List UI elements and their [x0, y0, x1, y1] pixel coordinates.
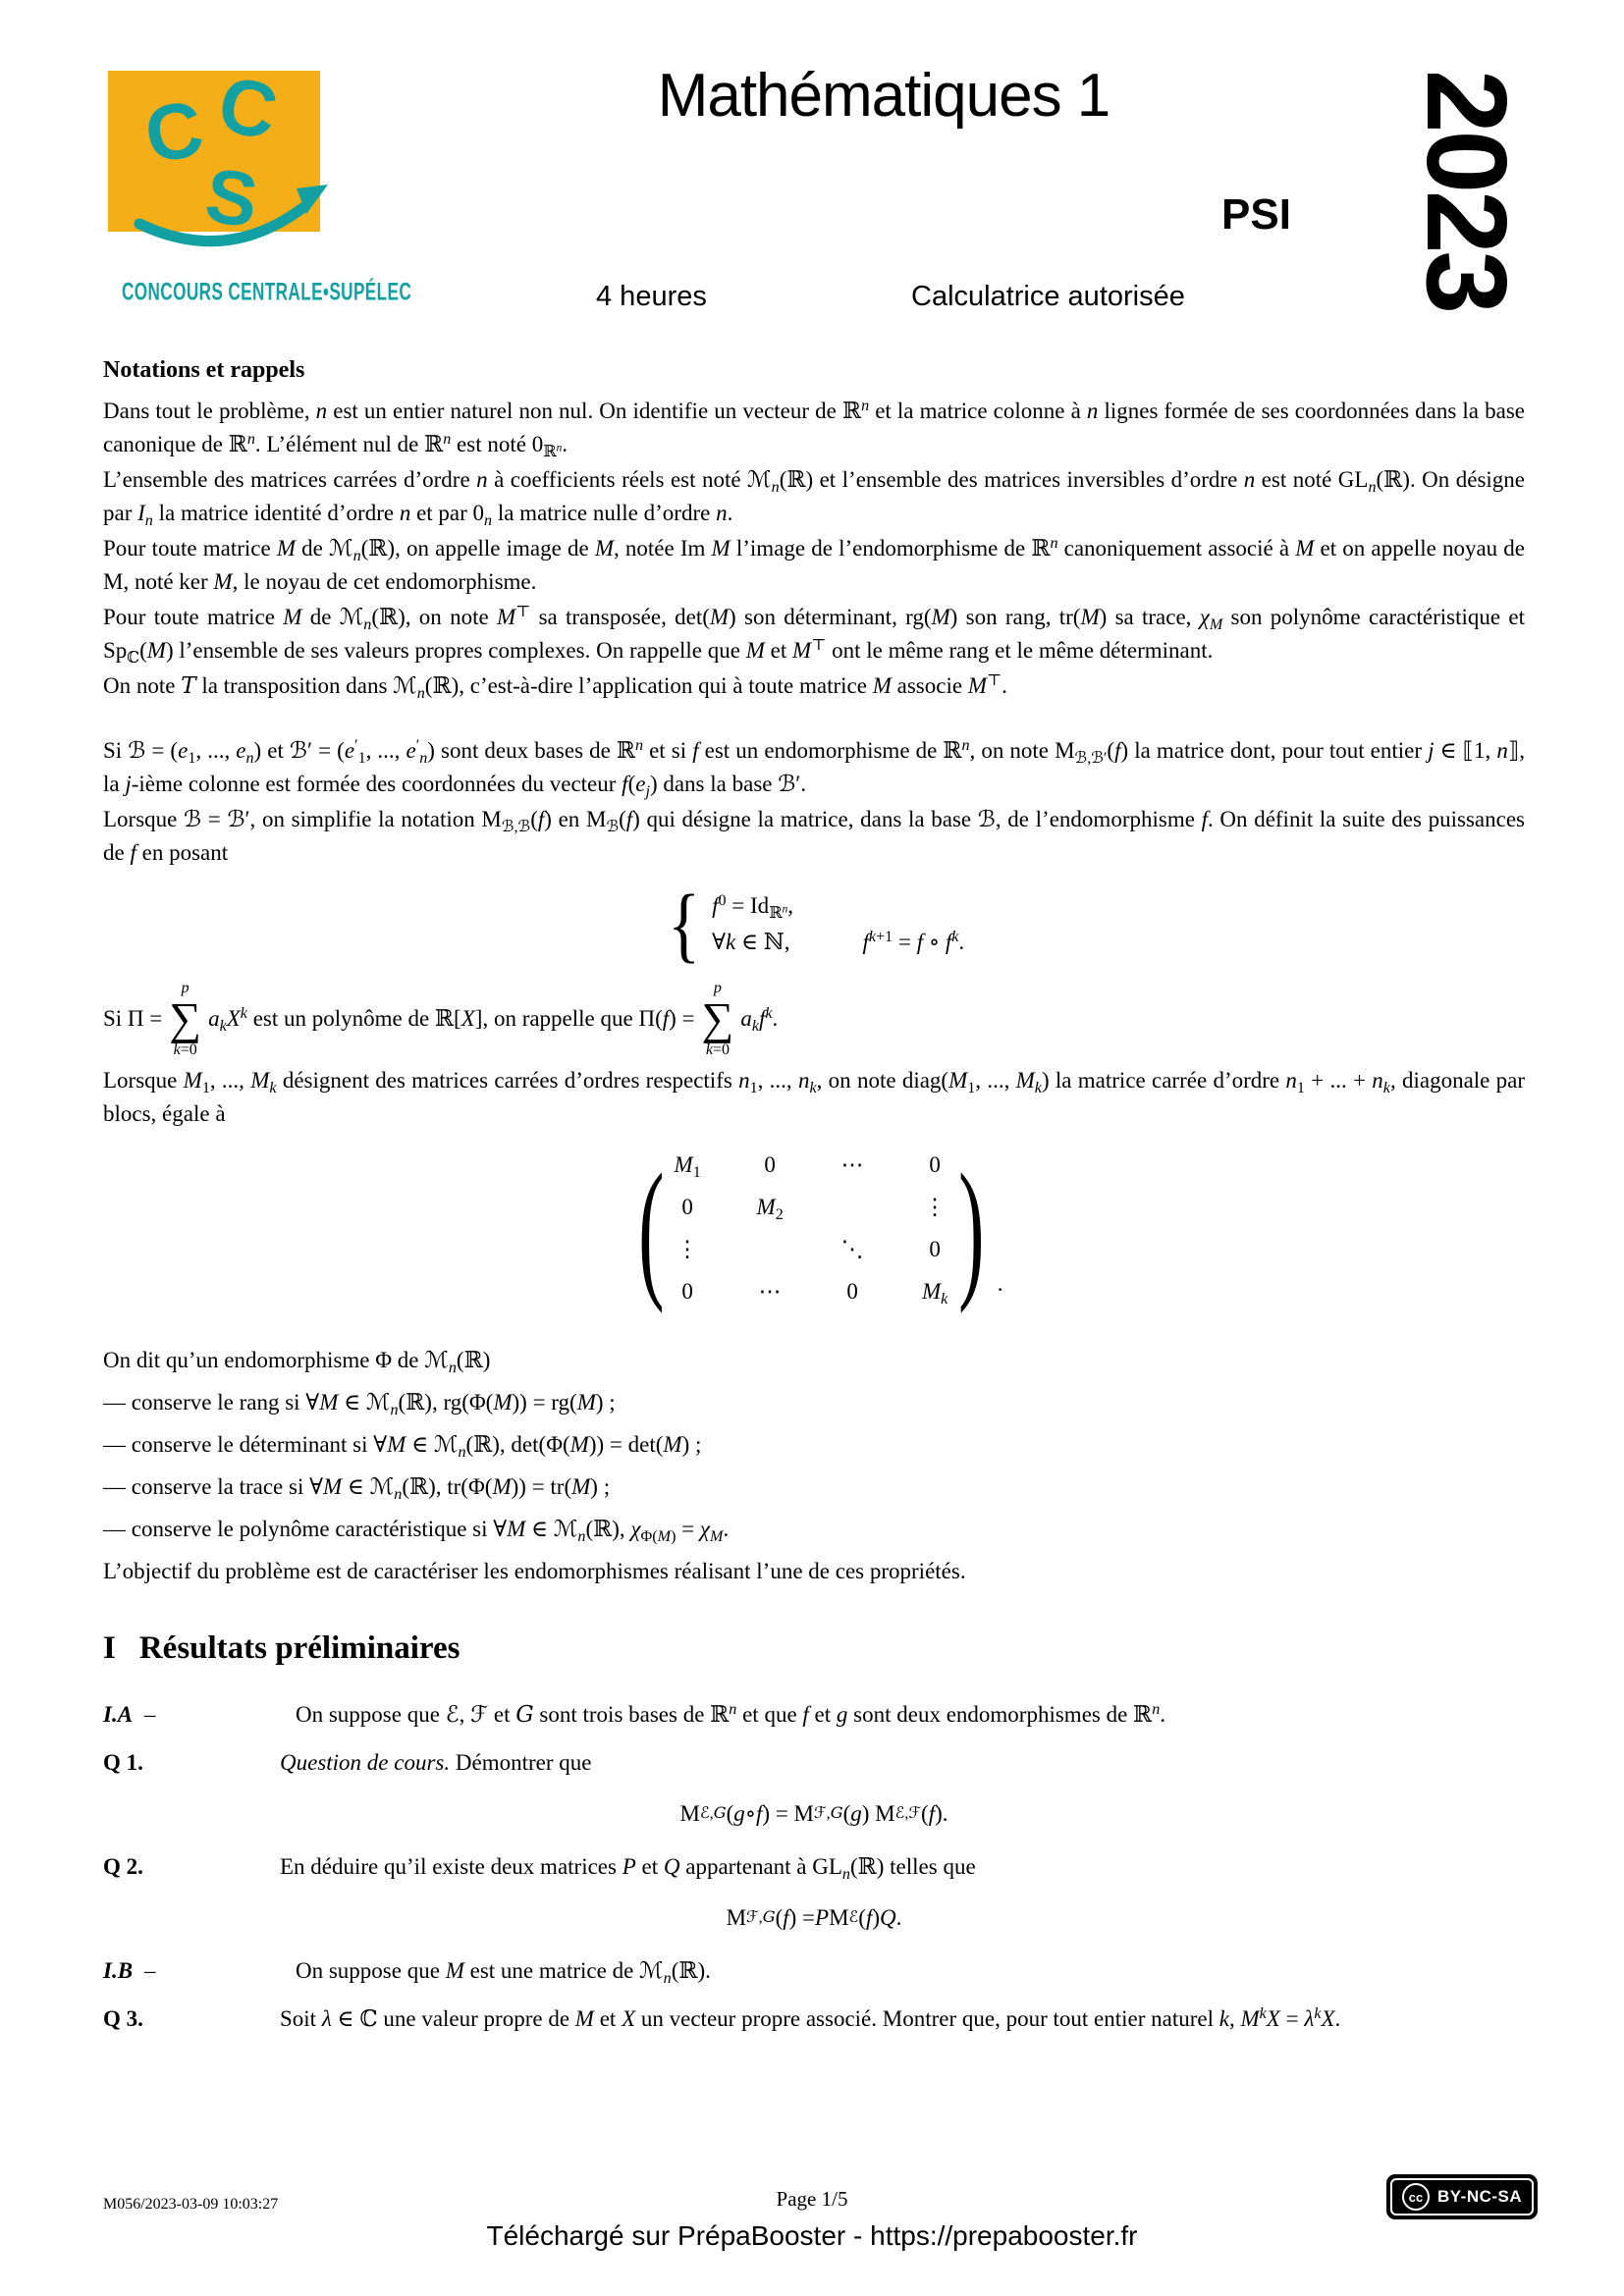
matrix-cell: ⋯	[840, 1152, 864, 1177]
notation-paragraph-6: Si ℬ = ($e_1$, ..., $e_n$) et ℬ′ = ($e'_1$, ..., $e'_n$) sont deux bases de ℝ$^n$ et si f est un endomorphisme de ℝ$^n$, on note $M_{ℬ,ℬ'}(f)$ la matrice dont, pour tout entier j ∈ ⟦1, n⟧, la j-ième colonne est formée des coordonnées du vecteur $f(e_j)$ dans la base ℬ′.	[103, 736, 1525, 800]
track-label: PSI	[1221, 190, 1291, 239]
matrix-cell: ⋯	[758, 1279, 782, 1304]
centrale-supelec-logo	[104, 39, 352, 253]
brand-name: CONCOURS CENTRALE•SUPÉLEC	[122, 278, 412, 305]
question-2-equation: M ℱ,G ( f ) = P M ℰ ( f ) Q .	[726, 1904, 902, 1930]
subsection-ib-text: On suppose que M est une matrice de ℳ$_n$(ℝ).	[296, 1957, 711, 1987]
subsection-ib	[103, 1954, 1525, 1988]
exam-title: Mathématiques 1	[657, 62, 1110, 130]
cc-icon: cc	[1402, 2183, 1430, 2211]
powers-definition-equation	[103, 877, 1525, 971]
matrix-cell: $M_1$	[674, 1152, 701, 1181]
property-item-determinant: — conserve le déterminant si ∀M ∈ ℳ$_n$(ℝ), det(Φ(M)) = det(M) ;	[103, 1432, 702, 1461]
duration-label: 4 heures	[596, 281, 707, 312]
section-heading	[103, 1629, 1525, 1669]
page-number: Page 1/5	[776, 2187, 848, 2211]
property-item-trace: — conserve la trace si ∀M ∈ ℳ$_n$(ℝ), tr(Φ(M)) = tr(M) ;	[103, 1474, 611, 1503]
sum-middle-text: $a_kX^k$ est un polynôme de ℝ[X], on rappelle que Π(f) =	[208, 1004, 695, 1035]
matrix-cell: 0	[681, 1279, 693, 1304]
question-3-text: Soit λ ∈ ℂ une valeur propre de M et X un vecteur propre associé. Montrer que, pour tout entier naturel k, $M^kX = \lambda^kX$.	[280, 2004, 1341, 2031]
matrix-cell: $M_k$	[921, 1279, 948, 1308]
question-2-label: Q 2.	[103, 1853, 143, 1879]
question-1	[103, 1746, 1525, 1780]
sum-suffix: $a_kf^k$.	[740, 1004, 779, 1035]
license-label: BY-NC-SA	[1437, 2187, 1523, 2206]
subsection-ia-text: On suppose que ℰ, ℱ et G sont trois bases de ℝ$^n$ et que f et g sont deux endomorphismes de ℝ$^n$.	[296, 1700, 1165, 1728]
logo-letter-s: S	[199, 151, 263, 244]
matrix-grid	[663, 1148, 959, 1308]
question-3	[103, 2002, 1525, 2036]
matrix-cell: ⋮	[676, 1237, 699, 1261]
download-note: Téléchargé sur PrépaBooster - https://prepabooster.fr	[486, 2220, 1138, 2251]
year-wrap	[1392, 47, 1542, 334]
sum-operator-2: p ∑ k=0	[701, 980, 734, 1058]
notation-paragraph-7: Lorsque ℬ = ℬ′, on simplifie la notation $M_{ℬ,ℬ}(f)$ en $M_ℬ(f)$ qui désigne la matrice, dans la base ℬ, de l’endomorphisme f. On définit la suite des puissances de f en posant	[103, 807, 1525, 865]
matrix-cell: 0	[681, 1195, 693, 1219]
block-diagonal-matrix: ( $M_1$ 0 ⋯ 0 0 $M_2$ ⋮ ⋮ ⋱ 0 0 ⋯ 0 $M_k$ ) .	[637, 1142, 1003, 1314]
question-1-label: Q 1.	[103, 1749, 143, 1775]
sum-operator-1: p ∑ k=0	[169, 980, 202, 1058]
subsection-ib-label: I.B –	[103, 1957, 156, 1983]
cases-line-2: ∀k ∈ ℕ, $f^{k+1} = f$ ∘ $f^k$.	[712, 928, 965, 954]
section-number: I	[103, 1630, 116, 1666]
left-brace: {	[667, 877, 700, 971]
cases-line-1: $f^0 = Id_{ℝ^n}$,	[712, 891, 793, 922]
matrix-cell: $M_2$	[756, 1195, 784, 1223]
sum-prefix: Si Π =	[103, 1006, 163, 1031]
logo-letter-c2: C	[210, 59, 285, 157]
matrix-trailing-dot: .	[997, 1270, 1003, 1296]
notation-paragraph-5: On note T la transposition dans ℳ$_n$(ℝ), c’est-à-dire l’application qui à toute matrice M associe M⊤.	[103, 671, 1007, 702]
notation-paragraph-1: Dans tout le problème, n est un entier naturel non nul. On identifie un vecteur de ℝ$^n$ et la matrice colonne à n lignes formée de ses coordonnées dans la base canonique de ℝ$^n$. L’élément nul de ℝ$^n$ est noté $0_{ℝ^n}$.	[103, 397, 1525, 460]
matrix-cell: ⋮	[923, 1195, 947, 1219]
logo-letter-c1: C	[138, 83, 210, 181]
matrix-cell: 0	[846, 1279, 858, 1304]
question-2-text: En déduire qu’il existe deux matrices P et Q appartenant à $GL_n(ℝ)$ telles que	[280, 1853, 976, 1883]
property-item-char-poly: — conserve le polynôme caractéristique si ∀M ∈ ℳ$_n$(ℝ), $\chi_{\Phi(M)} = \chi_M$.	[103, 1517, 730, 1545]
matrix-cell: 0	[764, 1152, 776, 1177]
matrix-cell: ⋱	[840, 1237, 864, 1261]
year-label: 2023	[1403, 69, 1531, 312]
notations-heading: Notations et rappels	[103, 357, 305, 383]
question-1-equation: M ℰ,G ( g ∘ f ) = M ℱ,G ( g ) M ℰ,ℱ ( f ).	[679, 1800, 948, 1826]
subsection-ia	[103, 1698, 1525, 1732]
document-id: M056/2023-03-09 10:03:27	[103, 2196, 279, 2213]
calculator-label: Calculatrice autorisée	[911, 281, 1185, 312]
notation-paragraph-4: Pour toute matrice M de ℳ$_n$(ℝ), on note M⊤ sa transposée, det(M) son déterminant, rg(M) son rang, tr(M) sa trace, $\chi_M$ son polynôme caractéristique et $Sp_ℂ(M)$ l’ensemble de ses valeurs propres complexes. On rappelle que M et M⊤ ont le même rang et le même déterminant.	[103, 603, 1525, 667]
document-body	[103, 353, 1525, 2051]
question-2	[103, 1850, 1525, 1884]
subsection-ia-label: I.A –	[103, 1701, 156, 1727]
matrix-cell: 0	[929, 1152, 941, 1177]
property-item-rank: — conserve le rang si ∀M ∈ ℳ$_n$(ℝ), rg(Φ(M)) = rg(M) ;	[103, 1390, 616, 1418]
matrix-cell: 0	[929, 1237, 941, 1261]
polynomial-paragraph	[103, 980, 1525, 1058]
section-title: Résultats préliminaires	[138, 1630, 460, 1666]
block-diagonal-paragraph: Lorsque $M_1$, ..., $M_k$ désignent des matrices carrées d’ordres respectifs $n_1$, ..., $n_k$, on note $diag(M_1$, ..., $M_k$) la matrice carrée d’ordre $n_1$ + ... + $n_k$, diagonale par blocs, égale à	[103, 1068, 1526, 1126]
question-1-text: Question de cours. Démontrer que	[280, 1749, 592, 1775]
cc-license-badge	[1386, 2174, 1538, 2219]
objective-paragraph: L’objectif du problème est de caractériser les endomorphismes réalisant l’une de ces propriétés.	[103, 1559, 966, 1583]
properties-intro: On dit qu’un endomorphisme Φ de ℳ$_n$(ℝ)	[103, 1348, 491, 1376]
notation-paragraph-3: Pour toute matrice M de ℳ$_n$(ℝ), on appelle image de M, notée Im M l’image de l’endomorphisme de ℝ$^n$ canoniquement associé à M et on appelle noyau de M, noté ker M, le noyau de cet endomorphisme.	[103, 534, 1525, 594]
notation-paragraph-2: L’ensemble des matrices carrées d’ordre n à coefficients réels est noté ℳ$_n$(ℝ) et l’ensemble des matrices inversibles d’ordre n est noté $GL_n(ℝ)$. On désigne par $I_n$ la matrice identité d’ordre n et par $0_n$ la matrice nulle d’ordre n.	[103, 467, 1525, 529]
question-3-label: Q 3.	[103, 2005, 143, 2031]
